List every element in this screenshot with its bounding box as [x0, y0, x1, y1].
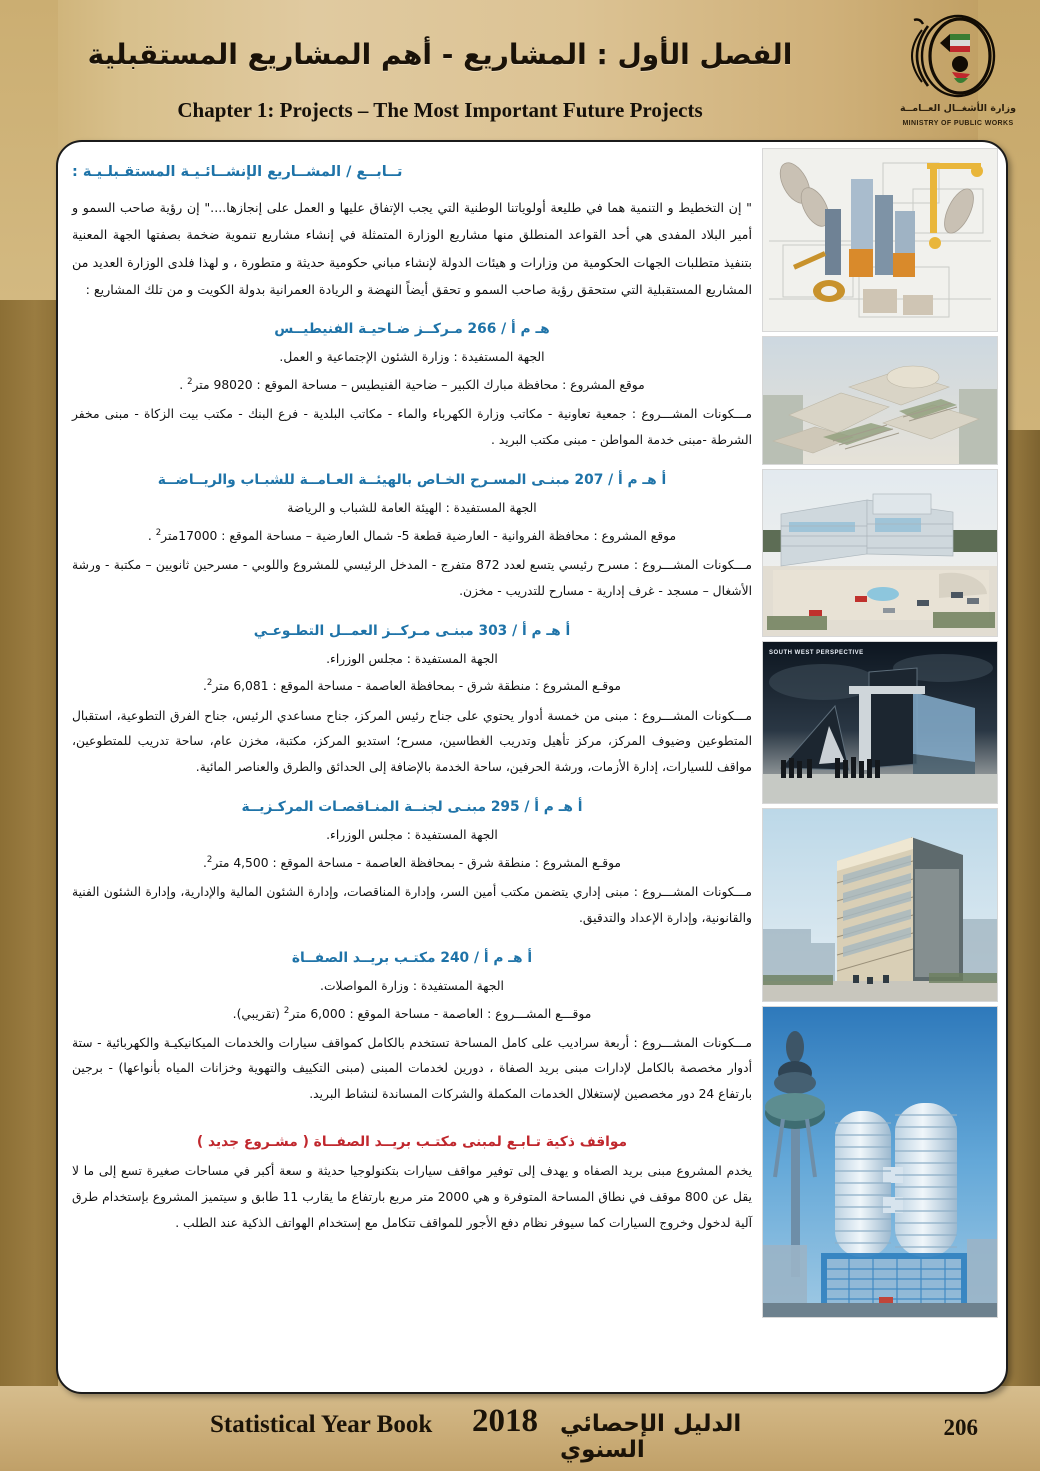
intro-paragraph: " إن التخطيط و التنمية هما في طليعة أولوياتنا الوطنية التي يجب الإتفاق عليها و العمل على إنجازها...." إن رؤية صاحب السمو و أمير البلاد المفدى هي أحد القواعد المنطلق منها مشاريع الوزارة المتمثلة في إنشاء مشاريع تنموية ضخمة بصفتها الجهة المعنية بتنفيذ متطلبات الجهات الحكومية من وزارات و هيئات الدولة لإنشاء مباني حكومية حديثة و متطورة ، و لهذا فلدى الوزارة العديد من المشاريع المستقبلية التي ستحقق رؤية صاحب السمو و تحقق أيضاً النهضة و الريادة العمرانية بدولة الكويت و من تلك المشاريع :	[72, 200, 752, 297]
project-beneficiary: الجهة المستفيدة : وزارة الشئون الإجتماعية و العمل.	[279, 350, 545, 365]
project-location-tail: .	[179, 378, 188, 393]
project-heading: أ هـ م أ / 303 مبنـى مـركــز العمــل التطـوعـي	[253, 622, 571, 639]
section-title: تــابــع / المشــاريع الإنشــائـيـة المستقـبلـيـة :	[72, 164, 403, 180]
project-location	[72, 525, 752, 549]
project-block	[72, 950, 752, 1108]
new-project-heading: مواقف ذكية تـابـع لمبنى مكتـب بريــد الصفــاة ( مشـروع جديد )	[196, 1134, 628, 1151]
safat-post-office-towers-render	[762, 1006, 998, 1318]
volunteer-work-center-render	[762, 641, 998, 804]
project-components: مـــكونات المشـــروع : أربعة سراديب على كامل المساحة تستخدم بالكامل كمواقف سيارات والخدمات الميكانيكيـة والكهربائية - ستة أدوار مخصصة بالكامل لإدارات مبنى بريد الصفاة ، دورين لخدمات المبنى (مبنى التكييف والتهوية وخزانات المياه بأنواعها) - برجين بارتفاع 24 دور مخصصين لإستغلال الخدمات المكملة والشركات المساندة لنشاط البريد.	[72, 1035, 752, 1102]
ministry-name-english: MINISTRY OF PUBLIC WORKS	[902, 120, 1014, 127]
project-beneficiary: الجهة المستفيدة : مجلس الوزراء.	[326, 827, 498, 842]
project-heading: أ هـ م أ / 240 مكتـب بريــد الصفــاة	[291, 949, 533, 966]
project-heading: أ هـ م أ / 207 مبنـى المسـرح الخـاص بالهيئــة العـامــة للشبـاب والريــاضــة	[157, 471, 667, 488]
project-components: مـــكونات المشـــروع : مبنى من خمسة أدوار يحتوي على جناح رئيس المركز، جناح مساعدي الرئيس، جناح الفرق التطوعية، استقبال المتطوعين وضيوف المركز، مركز تأهيل وتدريب الغطاسين، مسرح؛ استديو المركز، مكتبة، مخزن عام، ساحة تدريب للمتطوعين، مواقف للسيارات، إدارة الأزمات، ورشة الحرفين، ساحة الخدمة بالإضافة إلى الحدائق والطرق والعناصر المائية.	[72, 708, 752, 775]
project-block	[72, 472, 752, 605]
project-beneficiary: الجهة المستفيدة : الهيئة العامة للشباب و الرياضة	[287, 500, 537, 515]
project-location	[72, 374, 752, 398]
project-location-text: موقـــع المشـــروع : العاصمة - مساحة الموقع : 6,000 متر	[289, 1006, 592, 1021]
project-location-text: موقـع المشروع : منطقة شرق - بمحافظة العاصمة - مساحة الموقع : 4,500 متر	[212, 856, 622, 871]
ministry-emblem-icon	[898, 14, 1018, 98]
project-heading: هـ م أ / 266 مـركــز ضـاحيـة الفنيطيــس	[274, 321, 550, 338]
project-beneficiary: الجهة المستفيدة : مجلس الوزراء.	[326, 651, 498, 666]
content-card	[56, 140, 1008, 1394]
project-location-tail: (تقريبي).	[232, 1006, 284, 1021]
project-location-text: موقـع المشروع : منطقة شرق - بمحافظة العاصمة - مساحة الموقع : 6,081 متر	[212, 679, 622, 694]
page-header	[0, 0, 1040, 138]
project-location-tail: .	[202, 856, 207, 871]
project-block	[72, 799, 752, 932]
project-beneficiary: الجهة المستفيدة : وزارة المواصلات.	[320, 978, 504, 993]
blueprint-crane-model-photo	[762, 148, 998, 332]
ministry-name-arabic: وزارة الأشغــال العــامــة	[899, 103, 1017, 114]
chapter-title-english: Chapter 1: Projects – The Most Important Future Projects	[177, 98, 703, 122]
project-components: مـــكونات المشـــروع : مسرح رئيسي يتسع لعدد 872 متفرج - المدخل الرئيسي للمشروع واللوبي - مسرحين ثانويين – مكتبة - ورشة الأشغال – مسجد - غرف إدارية - مسارح للتدريب - مخزن.	[72, 557, 752, 598]
chapter-title-arabic: الفصل الأول : المشاريع - أهم المشاريع المستقبلية	[87, 38, 793, 71]
project-location-text: موقع المشروع : محافظة الفروانية - العارضية قطعة 5- شمال العارضية – مساحة الموقع : 17000متر	[161, 528, 677, 543]
project-location-tail: .	[147, 528, 156, 543]
central-tenders-committee-render	[762, 808, 998, 1002]
text-column	[58, 142, 770, 1392]
footer-year: 2018	[472, 1403, 538, 1439]
project-location-text: موقع المشروع : محافظة مبارك الكبير – ضاحية الفنيطيس – مساحة الموقع : 98020 متر	[192, 378, 645, 393]
square-meter-superscript: 2	[206, 854, 213, 865]
new-project-body: يخدم المشروع مبنى بريد الصفاه و يهدف إلى توفير مواقف سيارات بتكنولوجيا حديثة و سعة أكبر في مساحات صغيرة تسع إلى ما لا يقل عن 800 موقف في نطاق المساحة المتوفرة و هي 2000 متر مربع بارتفاع ما يقارب 11 طابق و سيتميز المشروع بإستخدام طرق آلية لدخول وخروج السيارات كما سيوفر نظام دفع الأجور للمواقف تتكامل مع إستخدام الهواتف الذكية عند الطلب .	[72, 1164, 752, 1230]
page-footer	[0, 1389, 1040, 1471]
project-block	[72, 321, 752, 454]
ministry-logo	[898, 14, 1018, 132]
project-components: مـــكونات المشـــروع : جمعية تعاونية - مكاتب وزارة الكهرباء والماء - مكاتب البلدية - فرع البنك - مكتب بيت الزكاة - مبنى مخفر الشرطة -مبنى خدمة المواطن - مبنى مكتب البريد .	[72, 407, 752, 448]
project-components: مـــكونات المشـــروع : مبنى إداري يتضمن مكتب أمين السر، وإدارة المناقصات، وإدارة الشئون المالية والإدارية، وإدارة الشئون الفنية والقانونية، وإدارة الإعداد والتدقيق.	[72, 885, 752, 925]
project-heading: أ هـ م أ / 295 مبنـى لجنــة المنـاقصـات المركـزيــة	[241, 798, 583, 815]
left-brown-band	[0, 300, 58, 1390]
image-column	[758, 142, 1006, 1392]
footer-title-english: Statistical Year Book	[210, 1411, 433, 1438]
square-meter-superscript: 2	[206, 678, 213, 689]
project-location	[72, 1003, 752, 1027]
page-number: 206	[943, 1415, 978, 1440]
square-meter-superscript: 2	[187, 377, 193, 388]
youth-sports-theatre-render	[762, 469, 998, 637]
new-project-block	[72, 1134, 752, 1236]
project-location-tail: .	[202, 679, 207, 694]
project-block	[72, 623, 752, 781]
square-meter-superscript: 2	[283, 1005, 290, 1016]
project-location	[72, 675, 752, 699]
render-caption: SOUTH WEST PERSPECTIVE	[769, 650, 864, 656]
footer-title-arabic: الدليل الإحصائي السنوي	[560, 1411, 742, 1463]
project-location	[72, 852, 752, 876]
fintas-district-center-render	[762, 336, 998, 465]
square-meter-superscript: 2	[155, 527, 162, 538]
